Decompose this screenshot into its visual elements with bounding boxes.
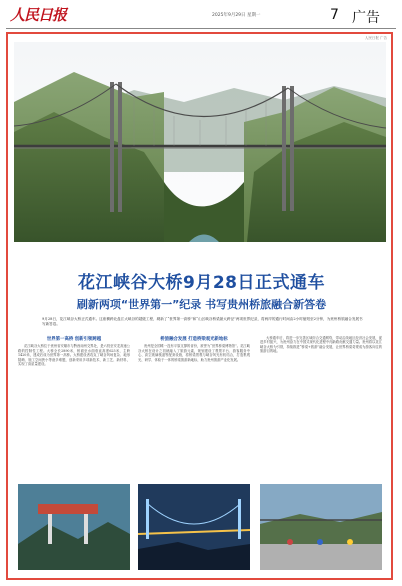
issue-date: 2025年9月29日 星期一 <box>212 13 261 18</box>
night-photo-illustration <box>138 484 250 570</box>
photo-night-view <box>138 484 250 570</box>
column-heading: 桥旅融合发展 打造桥梁观光新地标 <box>160 337 228 342</box>
section-title: 广告 <box>352 10 380 26</box>
platform-photo-illustration <box>260 484 382 570</box>
newspaper-logo: 人民日报 <box>10 6 67 24</box>
column-text: 大桥通车后，将进一步完善区域综合交通网络，带动沿线地区经济社会发展，促进乡村振兴，为贵州奋力在中国式现代化进程中闯新路贡献交通力量。贵州将以花江峡谷大桥为引领，持续推进“桥梁+旅游”融合发展，让世界桥梁奇观成为游客向往的旅游目的地。 <box>260 336 382 354</box>
construction-photo-illustration <box>18 484 130 570</box>
headline: 花江峡谷大桥9月28日正式通车 <box>78 273 325 293</box>
lead-paragraph: 9月28日，花江峡谷大桥正式通车。这座横跨北盘江大峡谷的超级工程，刷新了“世界第一高桥”和“山区峡谷桥梁最大跨径”两项世界纪录，将两岸的通行时间由2小时缩短至2分钟，为贵州桥旅融合发展书写新答卷。 <box>42 317 363 326</box>
advertisement-frame <box>6 32 393 580</box>
photo-construction <box>18 484 130 570</box>
frame-tag: 人民日报 广告 <box>364 36 387 40</box>
article-column-2 <box>138 336 250 364</box>
masthead <box>0 0 402 30</box>
article-column-3 <box>260 336 382 356</box>
column-heading: 世界第一高桥 创新引领跨越 <box>46 337 102 342</box>
photo-viewing-platform <box>260 484 382 570</box>
column-text: 贵州是全国唯一没有平原支撑的省份，被誉为“世界桥梁博物馆”。花江峡谷大桥在设计之初就融入了旅游元素，规划建设了观景平台、游客服务中心、高空玻璃栈道等配套设施，将桥梁景观与峡谷风光有机结合，打造集观光、研学、体验于一体的桥梁旅游新地标，助力贵州旅游产业化发展。 <box>138 344 250 362</box>
article-column-1 <box>18 336 130 368</box>
masthead-rule <box>6 28 396 29</box>
page-number: 7 <box>330 7 339 23</box>
column-text: 花江峡谷大桥位于贵州省安顺市与黔西南州交界处，是六枝至安龙高速公路的控制性工程。大桥全长2890米，桥面至水面垂直高度625米，主跨1420米，建成后成为世界第一高桥。大桥建设者攻克了峡谷风场复杂、地形陡峭、施工空间狭小等诸多难题，创新采用多项新技术、新工艺、新材料，实现了高质量建设。 <box>18 344 130 367</box>
subheadline: 刷新两项“世界第一”纪录 书写贵州桥旅融合新答卷 <box>76 298 327 311</box>
